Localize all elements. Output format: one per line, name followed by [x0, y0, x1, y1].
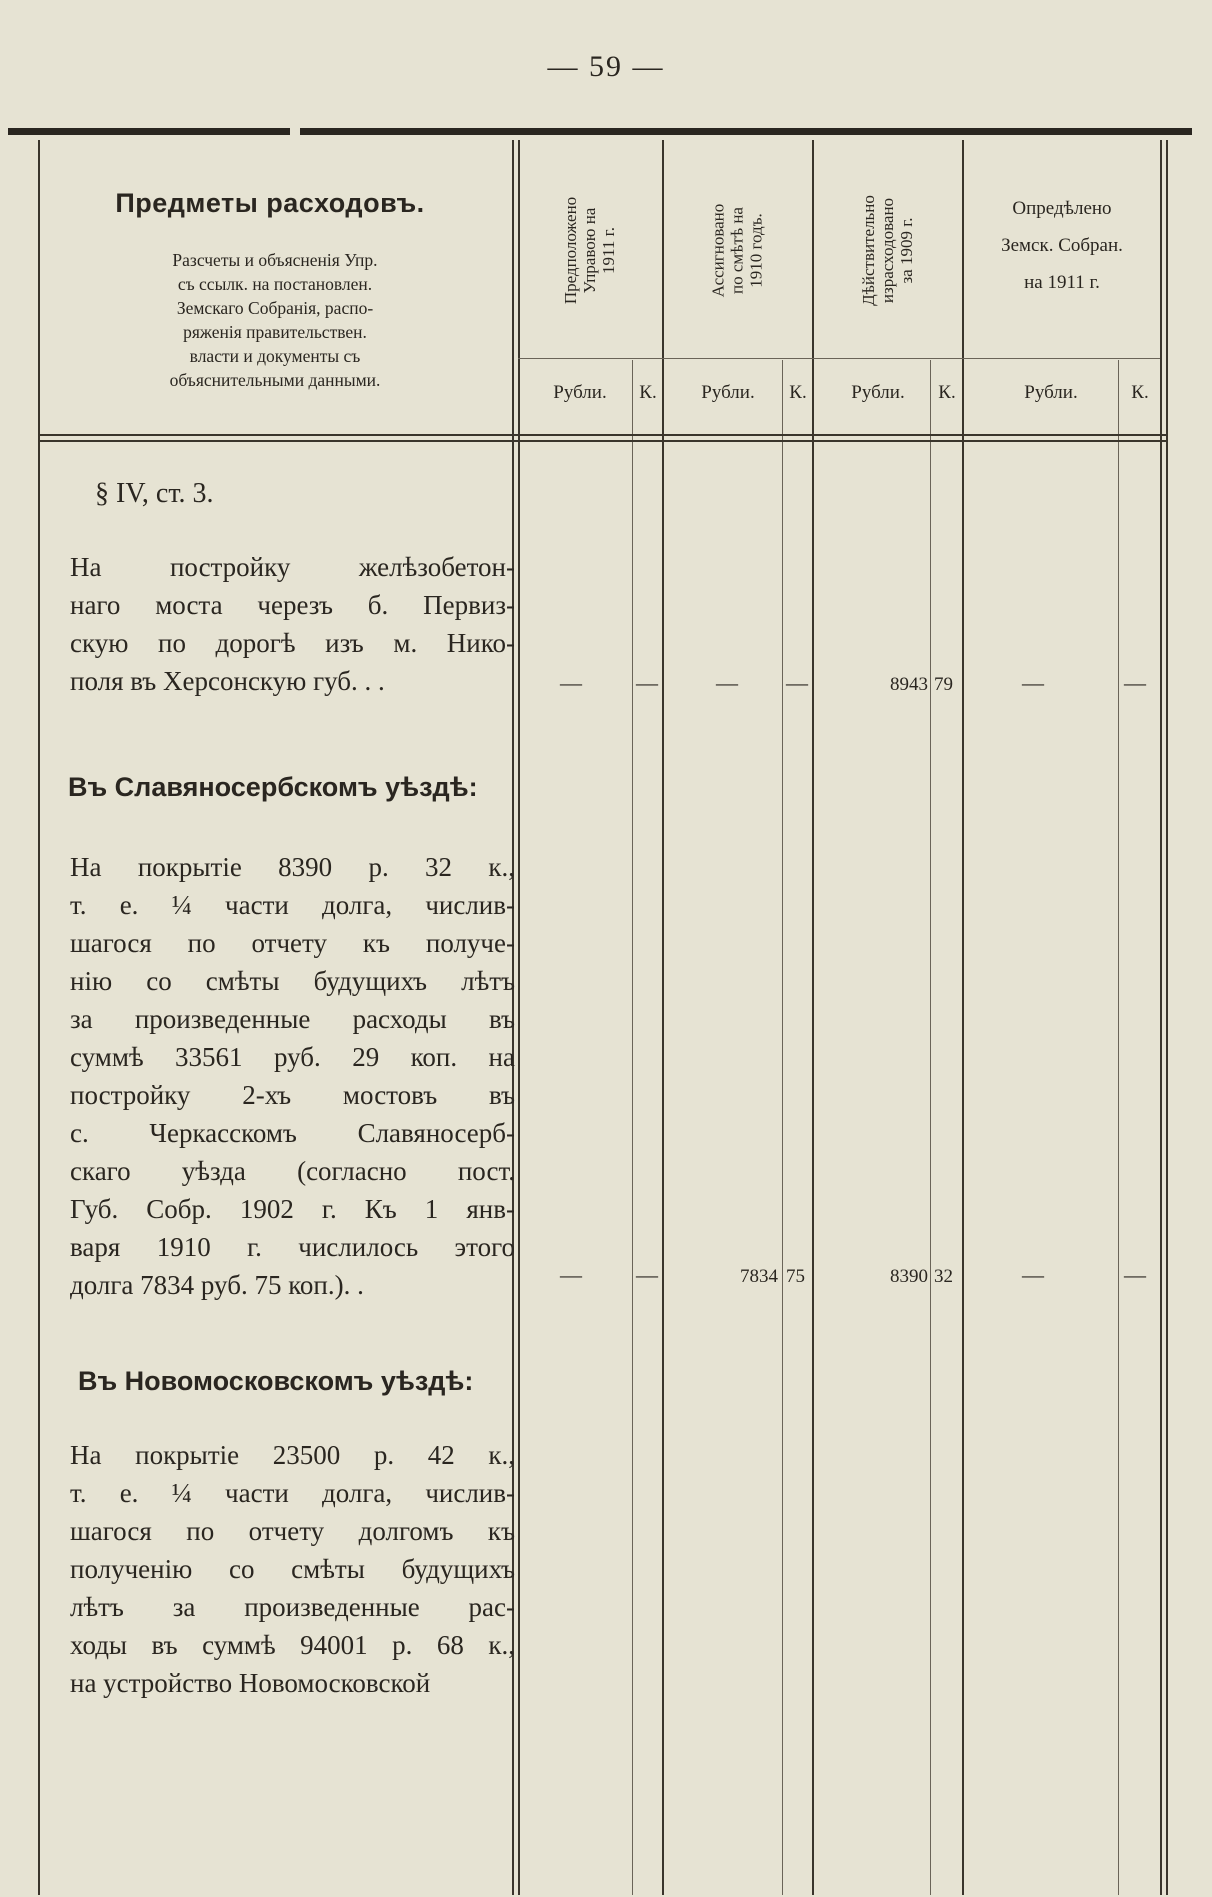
text-line: варя 1910 г. числилось этого	[70, 1232, 515, 1262]
text-line: На постройку желѣзобетон-	[70, 552, 515, 582]
header-assigned	[662, 145, 812, 355]
header-line: Управою на	[580, 207, 600, 293]
col-divider	[518, 140, 520, 1895]
header-line: 1910 годъ.	[746, 212, 766, 288]
text-line: суммѣ 33561 руб. 29 коп. на	[70, 1042, 515, 1072]
table-right-border	[1160, 140, 1162, 1895]
value-c3-rub: 8390	[890, 1266, 928, 1287]
table-right-border	[1166, 140, 1168, 1895]
subtitle-line: Земскаго Собранія, распо-	[176, 298, 374, 318]
text-line: скаго уѣзда (согласно пост.	[70, 1156, 515, 1186]
kop-divider	[782, 360, 783, 1895]
subtitle-line: Разсчеты и объясненія Упр.	[172, 250, 378, 270]
header-determined	[962, 190, 1162, 301]
subtitle-line: ряженія правительствен.	[183, 322, 367, 342]
col-divider	[812, 140, 814, 1895]
header-line: за 1909 г.	[896, 216, 916, 284]
unit-kop: К.	[938, 382, 956, 403]
unit-kop: К.	[1131, 382, 1149, 403]
header-proposed	[518, 145, 662, 355]
header-bottom-rule	[38, 434, 1166, 436]
unit-rub: Рубли.	[1024, 382, 1078, 403]
text-line: наго моста черезъ б. Первиз-	[70, 590, 515, 620]
value-c4-kop: —	[1124, 1262, 1146, 1287]
entry-text	[70, 848, 515, 1304]
header-line: Опредѣлено	[1012, 198, 1112, 219]
value-c3-kop: 79	[934, 674, 953, 695]
table-left-border	[38, 140, 40, 1895]
header-sub-rule	[518, 358, 1160, 359]
value-c2-rub: —	[716, 670, 738, 695]
header-bottom-rule	[38, 440, 1166, 442]
text-line: долга 7834 руб. 75 коп.). .	[70, 1270, 364, 1300]
value-c3-rub: 8943	[890, 674, 928, 695]
text-line: Губ. Собр. 1902 г. Къ 1 янв-	[70, 1194, 515, 1224]
header-spent	[812, 145, 962, 355]
text-line: нію со смѣты будущихъ лѣтъ	[70, 966, 515, 996]
text-line: постройку 2-хъ мостовъ въ	[70, 1080, 515, 1110]
text-line: ходы въ суммѣ 94001 р. 68 к.,	[70, 1630, 515, 1660]
subtitle-line: съ ссылк. на постановлен.	[177, 274, 373, 294]
text-line: шагося по отчету къ получе-	[70, 928, 515, 958]
entry-heading: § IV, ст. 3.	[95, 478, 214, 509]
unit-rub: Рубли.	[553, 382, 607, 403]
unit-kop: К.	[639, 382, 657, 403]
kop-divider	[632, 360, 633, 1895]
text-line: т. е. ¼ части долга, числив-	[70, 1478, 515, 1508]
header-line: на 1911 г.	[1024, 272, 1100, 293]
header-line: Земск. Собран.	[1001, 235, 1123, 256]
value-c4-rub: —	[1022, 670, 1044, 695]
text-line: поля въ Херсонскую губ. . .	[70, 666, 385, 696]
section-heading: Въ Славяносербскомъ уѣздѣ:	[68, 772, 478, 802]
value-c1-kop: —	[636, 670, 658, 695]
entry-text	[70, 548, 515, 700]
value-c1-rub: —	[560, 1262, 582, 1287]
text-line: на устройство Новомосковской	[70, 1668, 431, 1698]
text-line: На покрытіе 8390 р. 32 к.,	[70, 852, 515, 882]
text-line: шагося по отчету долгомъ къ	[70, 1516, 515, 1546]
page-number: — 59 —	[547, 50, 665, 83]
unit-kop: К.	[789, 382, 807, 403]
value-c4-kop: —	[1124, 670, 1146, 695]
column-subtitle	[100, 248, 450, 392]
value-c3-kop: 32	[934, 1266, 953, 1287]
header-line: израсходовано	[877, 197, 897, 303]
text-line: лѣтъ за произведенные рас-	[70, 1592, 515, 1622]
value-c2-rub: 7834	[740, 1266, 778, 1287]
text-line: т. е. ¼ части долга, числив-	[70, 890, 515, 920]
text-line: с. Черкасскомъ Славяносерб-	[70, 1118, 515, 1148]
value-c2-kop: 75	[786, 1266, 805, 1287]
value-c1-rub: —	[560, 670, 582, 695]
col-divider	[662, 140, 664, 1895]
subtitle-line: объяснительными данными.	[169, 370, 381, 390]
unit-rub: Рубли.	[851, 382, 905, 403]
top-rule-right	[300, 128, 1192, 135]
kop-divider	[1118, 360, 1119, 1895]
column-title: Предметы расходовъ.	[115, 188, 425, 218]
text-line: скую по дорогѣ изъ м. Нико-	[70, 628, 515, 658]
header-line: 1911 г.	[599, 226, 619, 274]
text-line: На покрытіе 23500 р. 42 к.,	[70, 1440, 515, 1470]
header-line: Предположено	[561, 196, 581, 304]
entry-text	[70, 1436, 515, 1702]
col-divider	[962, 140, 964, 1895]
value-c4-rub: —	[1022, 1262, 1044, 1287]
unit-rub: Рубли.	[701, 382, 755, 403]
kop-divider	[930, 360, 931, 1895]
text-line: полученію со смѣты будущихъ	[70, 1554, 515, 1584]
header-line: Дѣйствительно	[858, 194, 878, 306]
header-line: Ассигновано	[708, 203, 728, 297]
value-c2-kop: —	[786, 670, 808, 695]
section-heading: Въ Новомосковскомъ уѣздѣ:	[78, 1366, 474, 1396]
header-line: по смѣтѣ на	[727, 206, 747, 294]
value-c1-kop: —	[636, 1262, 658, 1287]
subtitle-line: власти и документы съ	[189, 346, 361, 366]
top-rule-left	[8, 128, 290, 135]
text-line: за произведенные расходы въ	[70, 1004, 515, 1034]
